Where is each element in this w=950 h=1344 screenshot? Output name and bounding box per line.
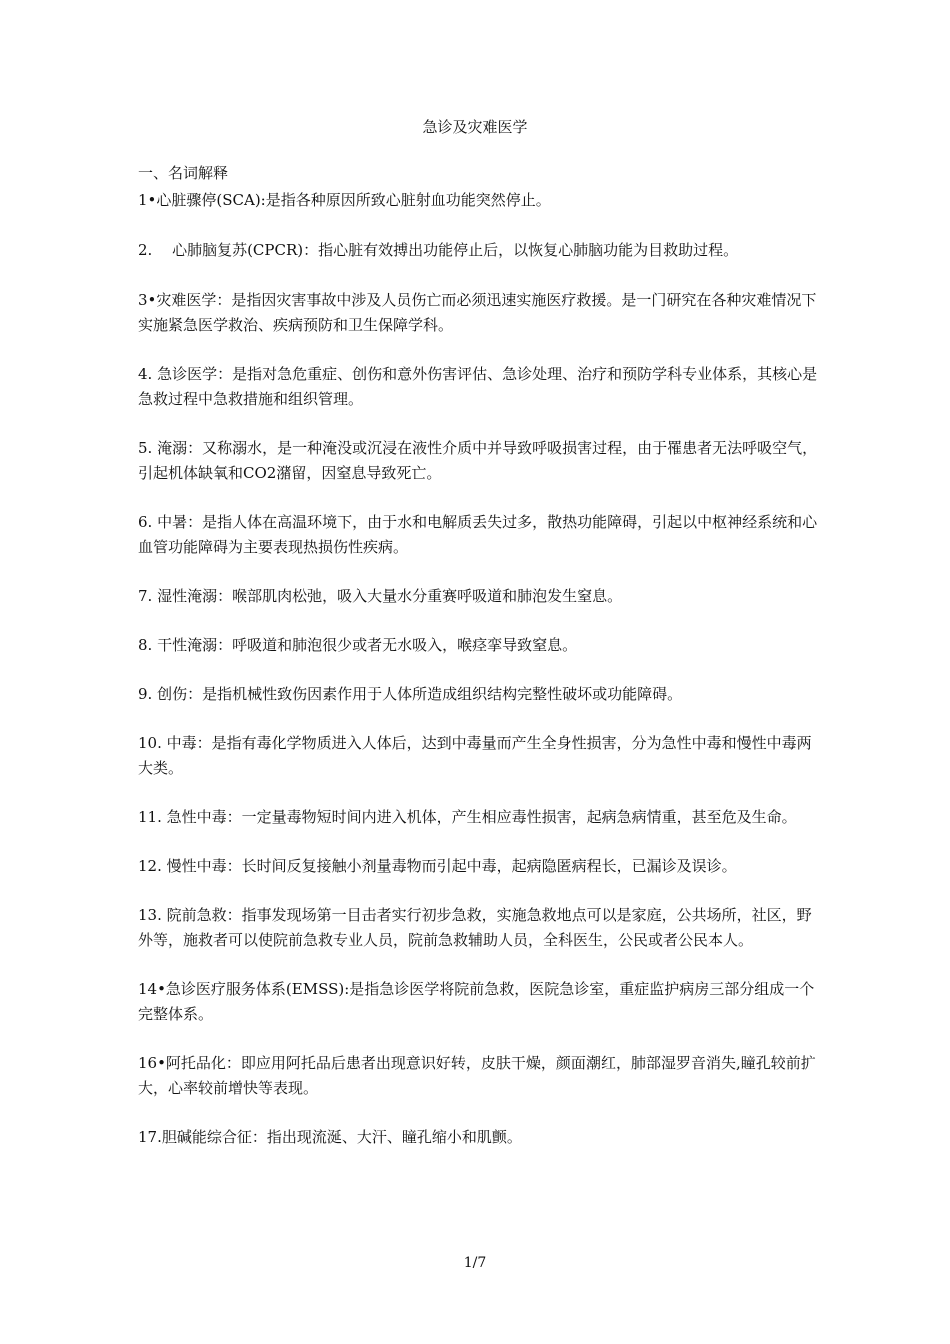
definition-item: 7. 湿性淹溺：喉部肌肉松弛，吸入大量水分重赛呼吸道和肺泡发生窒息。 <box>138 587 623 605</box>
definition-item: 6. 中暑：是指人体在高温环境下，由于水和电解质丢失过多，散热功能障碍，引起以中枢神经系统和心血管功能障碍为主要表现热损伤性疾病。 <box>138 513 818 556</box>
definition-item: 12. 慢性中毒：长时间反复接触小剂量毒物而引起中毒，起病隐匿病程长，已漏诊及误诊。 <box>138 857 737 875</box>
definition-item: 5. 淹溺：又称溺水，是一种淹没或沉浸在液性介质中并导致呼吸损害过程，由于罹患者无法呼吸空气，引起机体缺氧和CO2潴留，因窒息导致死亡。 <box>138 439 818 482</box>
definition-item: 16•阿托品化：即应用阿托品后患者出现意识好转，皮肤干燥，颜面潮红，肺部湿罗音消失,瞳孔较前扩大，心率较前增快等表现。 <box>138 1054 816 1097</box>
definition-item: 11. 急性中毒：一定量毒物短时间内进入机体，产生相应毒性损害，起病急病情重，甚至危及生命。 <box>138 808 797 826</box>
page-title: 急诊及灾难医学 <box>422 118 528 136</box>
definition-item: 4. 急诊医学：是指对急危重症、创伤和意外伤害评估、急诊处理、治疗和预防学科专业体系，其核心是急救过程中急救措施和组织管理。 <box>138 365 818 408</box>
definition-item: 3•灾难医学：是指因灾害事故中涉及人员伤亡而必须迅速实施医疗救援。是一门研究在各种灾难情况下实施紧急医学救治、疾病预防和卫生保障学科。 <box>138 291 817 334</box>
definition-item: 17.胆碱能综合征：指出现流涎、大汗、瞳孔缩小和肌颤。 <box>138 1128 522 1146</box>
definition-item: 8. 干性淹溺：呼吸道和肺泡很少或者无水吸入，喉痉挛导致窒息。 <box>138 636 578 654</box>
definition-item: 10. 中毒：是指有毒化学物质进入人体后，达到中毒量而产生全身性损害，分为急性中毒和慢性中毒两大类。 <box>138 734 812 777</box>
definition-item: 9. 创伤：是指机械性致伤因素作用于人体所造成组织结构完整性破坏或功能障碍。 <box>138 685 683 703</box>
definition-item: 2. 心肺脑复苏(CPCR)：指心脏有效搏出功能停止后，以恢复心肺脑功能为目救助过程。 <box>138 241 739 259</box>
definition-item: 13. 院前急救：指事发现场第一目击者实行初步急救，实施急救地点可以是家庭，公共场所，社区，野外等，施救者可以使院前急救专业人员，院前急救辅助人员，全科医生，公民或者公民本人。 <box>138 906 812 949</box>
definition-item: 1•心脏骤停(SCA):是指各种原因所致心脏射血功能突然停止。 <box>138 191 551 209</box>
section-heading: 一、名词解释 <box>138 164 229 182</box>
definitions-list <box>138 188 818 1174</box>
page-number: 1/7 <box>463 1255 487 1271</box>
definition-item: 14•急诊医疗服务体系(EMSS):是指急诊医学将院前急救，医院急诊室，重症监护病房三部分组成一个完整体系。 <box>138 980 815 1023</box>
